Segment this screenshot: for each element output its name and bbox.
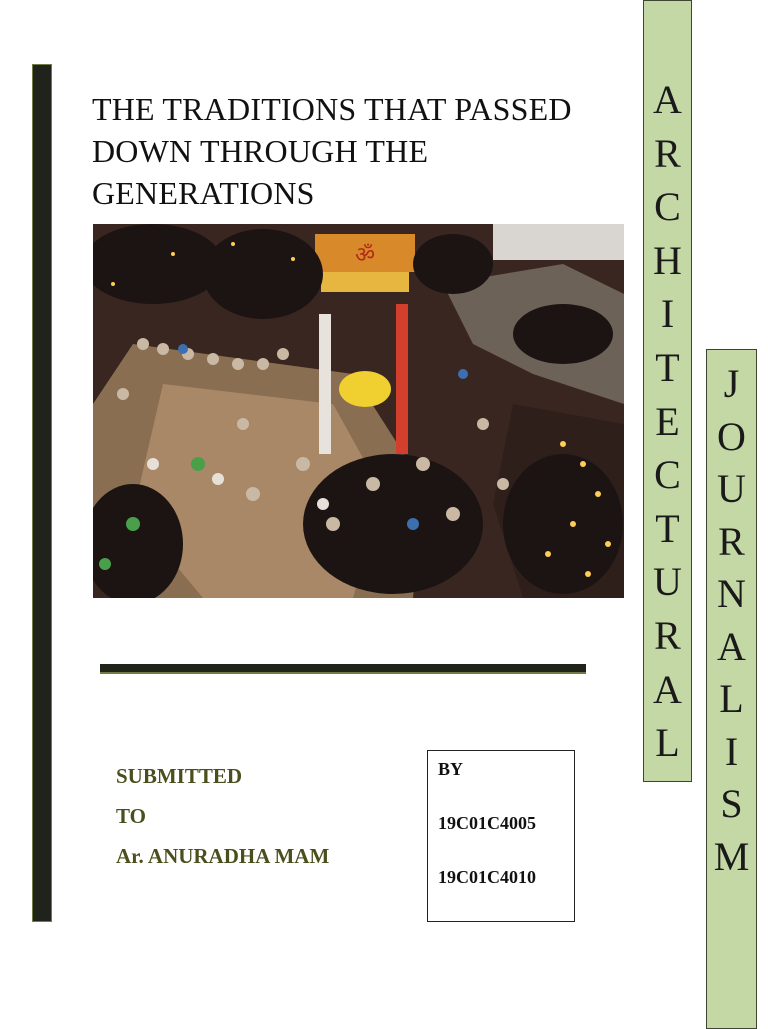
left-decorative-bar (32, 64, 52, 922)
to-label: TO (116, 804, 146, 828)
document-title (92, 88, 652, 214)
banner-letter: C (654, 184, 681, 230)
banner-letter: I (660, 291, 675, 337)
festival-crowd-photo (93, 224, 624, 598)
title-line-1: THE TRADITIONS THAT PASSED (92, 91, 572, 127)
banner-letter: R (718, 518, 745, 564)
vertical-banner-journalism (706, 349, 757, 1029)
vertical-banner-architectural (643, 0, 692, 782)
banner-letter: R (654, 612, 681, 658)
svg-text:ॐ: ॐ (354, 243, 376, 268)
banner-letter: C (654, 452, 681, 498)
banner-letter: M (713, 833, 750, 879)
banner-letter: H (653, 237, 682, 283)
authors-box (427, 750, 575, 922)
banner-letter: L (655, 720, 680, 766)
author-id-2: 19C01C4010 (438, 867, 536, 887)
banner-letter: T (655, 505, 680, 551)
banner-letter: A (717, 623, 746, 669)
banner-letter: E (655, 398, 680, 444)
banner-letter: U (717, 466, 746, 511)
banner-letter: R (654, 130, 681, 176)
recipient-name: Ar. ANURADHA MAM (116, 844, 330, 868)
banner-letter: T (655, 344, 680, 390)
submitted-to-block (116, 756, 329, 876)
by-label: BY (438, 759, 464, 779)
horizontal-divider (100, 664, 586, 674)
banner-letter: I (724, 728, 739, 774)
submitted-label: SUBMITTED (116, 764, 243, 788)
banner-letter: S (720, 781, 743, 826)
banner-letter: U (653, 559, 682, 605)
banner-letter: O (717, 413, 746, 459)
banner-letter: A (653, 77, 682, 122)
author-id-1: 19C01C4005 (438, 813, 536, 833)
title-line-2: DOWN THROUGH THE (92, 133, 429, 169)
banner-letter: A (653, 666, 682, 712)
banner-letter: L (719, 676, 744, 721)
banner-letter: N (717, 571, 746, 616)
title-line-3: GENERATIONS (92, 175, 315, 211)
banner-letter: J (723, 361, 740, 406)
